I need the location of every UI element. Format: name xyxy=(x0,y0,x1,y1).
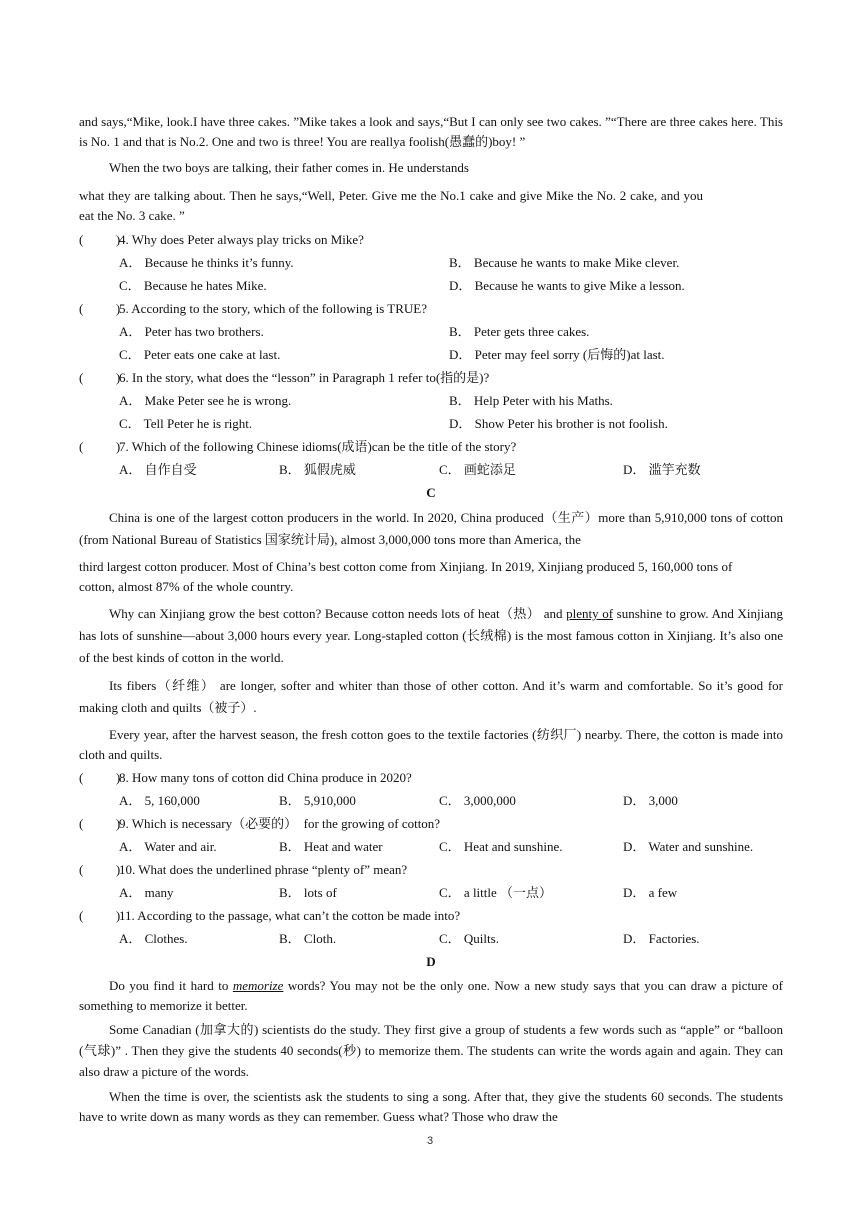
option: B． 狐假虎威 xyxy=(279,462,356,477)
section-heading-d: D xyxy=(426,954,436,969)
paragraph: third largest cotton producer. Most of China’s best cotton come from Xinjiang. In 2019, Xinjiang produced 5, 160,000 tons of cotton, almost 87% of the whole country. xyxy=(79,559,733,594)
answer-blank: ( ) xyxy=(79,370,121,385)
option: C． Heat and sunshine. xyxy=(439,839,563,854)
answer-blank: ( ) xyxy=(79,908,121,923)
paragraph xyxy=(79,976,783,1016)
underlined-phrase: plenty of xyxy=(566,606,614,621)
section-heading-c: C xyxy=(426,485,436,500)
option: C． Peter eats one cake at last. xyxy=(119,347,281,362)
option: C． 画蛇添足 xyxy=(439,462,516,477)
option: B． 5,910,000 xyxy=(279,793,356,808)
option: A． Peter has two brothers. xyxy=(119,324,264,339)
question-text: 11. According to the passage, what can’t the cotton be made into? xyxy=(119,908,461,923)
option: B． Heat and water xyxy=(279,839,383,854)
option: D． Show Peter his brother is not foolish. xyxy=(449,416,668,431)
page-number: 3 xyxy=(426,1135,434,1147)
option: C． Quilts. xyxy=(439,931,499,946)
option: B． Help Peter with his Maths. xyxy=(449,393,613,408)
document-page xyxy=(79,112,783,1127)
question-text: 6. In the story, what does the “lesson” in Paragraph 1 refer to(指的是)? xyxy=(119,370,490,385)
paragraph: Some Canadian (加拿大的) scientists do the study. They first give a group of students a few words such as “apple” or “balloon (气球)” . Then they give the students 40 seconds(秒) to memorize them. The students can write the words again and again. They can also draw a picture of the words. xyxy=(79,1022,783,1079)
option-row xyxy=(79,322,783,342)
paragraph: When the two boys are talking, their father comes in. He understands xyxy=(109,160,469,175)
option: C． 3,000,000 xyxy=(439,793,516,808)
option: B． Because he wants to make Mike clever. xyxy=(449,255,680,270)
question-text: 10. What does the underlined phrase “plenty of” mean? xyxy=(119,862,408,877)
option: B． Peter gets three cakes. xyxy=(449,324,590,339)
paragraph: Its fibers（纤维） are longer, softer and whiter than those of other cotton. And it’s warm and comfortable. So it’s good for making cloth and quilts（被子）. xyxy=(79,678,783,715)
question-text: 4. Why does Peter always play tricks on Mike? xyxy=(119,232,364,247)
answer-blank: ( ) xyxy=(79,301,121,316)
question xyxy=(79,230,783,250)
answer-blank: ( ) xyxy=(79,862,121,877)
paragraph: Every year, after the harvest season, the fresh cotton goes to the textile factories (纺织厂) nearby. There, the cotton is made into cloth and quilts. xyxy=(79,727,783,762)
text: Why can Xinjiang grow the best cotton? Because cotton needs lots of heat（热） and xyxy=(109,606,567,621)
paragraph: and says,“Mike, look.I have three cakes. ”Mike takes a look and says,“But I can only see two cakes. ”“There are three cakes here. This is No. 1 and that is No.2. One and two is three! You are reallya foolish(愚蠢的)boy! ” xyxy=(79,114,783,149)
option: D． Peter may feel sorry (后悔的)at last. xyxy=(449,347,665,362)
option: D． 3,000 xyxy=(623,793,678,808)
text: words? You may not be the only one. Now a new study says that you can draw a picture of something to memorize it better. xyxy=(79,978,784,1013)
emphasized-word: memorize xyxy=(232,978,284,993)
question xyxy=(79,860,783,880)
option: A． Make Peter see he is wrong. xyxy=(119,393,292,408)
option: A． Because he thinks it’s funny. xyxy=(119,255,294,270)
question xyxy=(79,906,783,926)
paragraph: China is one of the largest cotton producers in the world. In 2020, China produced（生产）more than 5,910,000 tons of cotton (from National Bureau of Statistics 国家统计局), almost 3,000,000 tons more than America, the xyxy=(79,510,783,547)
option: A． Clothes. xyxy=(119,931,188,946)
question-text: 5. According to the story, which of the following is TRUE? xyxy=(119,301,427,316)
option: C． Tell Peter he is right. xyxy=(119,416,253,431)
option: A． many xyxy=(119,885,174,900)
answer-blank: ( ) xyxy=(79,770,121,785)
option-row xyxy=(79,791,783,811)
option: D． 滥竽充数 xyxy=(623,462,701,477)
question-text: 7. Which of the following Chinese idioms(成语)can be the title of the story? xyxy=(119,439,517,454)
question xyxy=(79,814,783,834)
question xyxy=(79,437,783,457)
paragraph: what they are talking about. Then he says,“Well, Peter. Give me the No.1 cake and give Mike the No. 2 cake, and you eat the No. 3 cake. ” xyxy=(79,188,703,223)
answer-blank: ( ) xyxy=(79,816,121,831)
option: A． 5, 160,000 xyxy=(119,793,200,808)
option: A． Water and air. xyxy=(119,839,217,854)
answer-blank: ( ) xyxy=(79,439,121,454)
question-text: 9. Which is necessary（必要的） for the growing of cotton? xyxy=(119,816,441,831)
question xyxy=(79,768,783,788)
option-row xyxy=(79,883,783,903)
option-row xyxy=(79,414,783,434)
paragraph xyxy=(79,603,783,669)
option-row xyxy=(79,837,783,857)
option-row xyxy=(79,345,783,365)
option: C． a little （一点） xyxy=(439,885,553,900)
option: A． 自作自受 xyxy=(119,462,197,477)
option: D． Water and sunshine. xyxy=(623,839,754,854)
answer-blank: ( ) xyxy=(79,232,121,247)
option: D． a few xyxy=(623,885,678,900)
option-row xyxy=(79,460,783,480)
option-row xyxy=(79,253,783,273)
option-row xyxy=(79,929,783,949)
option-row xyxy=(79,391,783,411)
option: D． Because he wants to give Mike a lesson. xyxy=(449,278,685,293)
option: B． Cloth. xyxy=(279,931,337,946)
question xyxy=(79,368,783,388)
question-text: 8. How many tons of cotton did China produce in 2020? xyxy=(119,770,412,785)
option: B． lots of xyxy=(279,885,337,900)
option-row xyxy=(79,276,783,296)
question-group-b xyxy=(79,230,783,480)
question-group-c xyxy=(79,768,783,949)
text: Do you find it hard to xyxy=(109,978,233,993)
text: sunshine to grow. And Xinjiang has lots of sunshine—about 3,000 hours every year. Long-stapled cotton (长绒棉) is the most famous cotton in Xinjiang. It’s also one of the best kinds of cotton in the world. xyxy=(79,606,783,665)
option: D． Factories. xyxy=(623,931,700,946)
option: C． Because he hates Mike. xyxy=(119,278,267,293)
question xyxy=(79,299,783,319)
paragraph: When the time is over, the scientists ask the students to sing a song. After that, they give the students 60 seconds. The students have to write down as many words as they can remember. Guess what? Those who draw the xyxy=(79,1089,783,1124)
